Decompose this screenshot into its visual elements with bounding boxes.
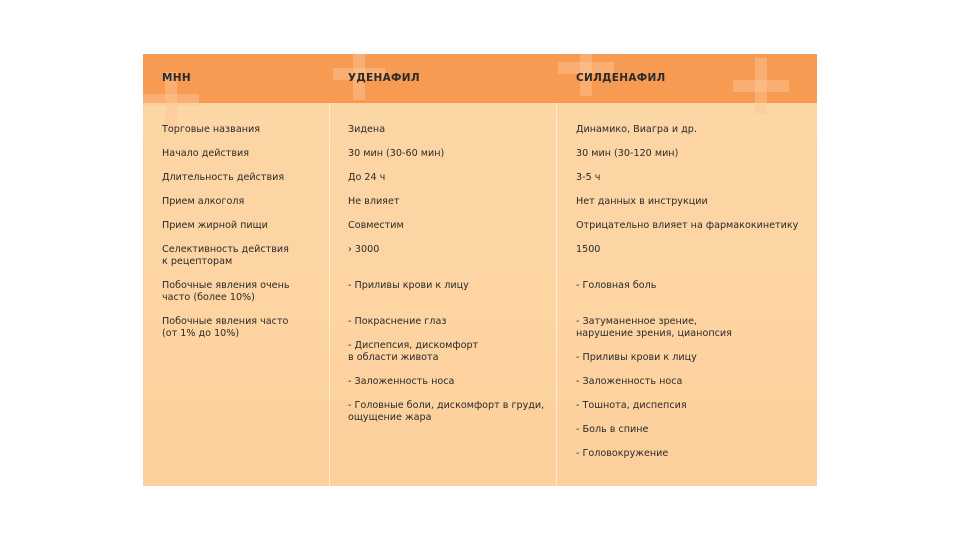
udenafil-common-effect: - Покраснение глаз (348, 316, 447, 327)
udenafil-duration: До 24 ч (348, 172, 386, 183)
udenafil-common-effect: - Заложенность носа (348, 376, 455, 387)
udenafil-trade-names: Зидена (348, 124, 386, 135)
comparison-table (143, 54, 817, 486)
udenafil-very-common-effect: - Приливы крови к лицу (348, 280, 469, 291)
sildenafil-very-common-effect: - Головная боль (576, 280, 657, 291)
udenafil-fatty-food: Совместим (348, 220, 404, 231)
header-mnn: МНН (162, 72, 191, 84)
plus-decoration-icon (733, 58, 789, 114)
sildenafil-fatty-food: Отрицательно влияет на фармакокинетику (576, 220, 799, 231)
header-sildenafil: СИЛДЕНАФИЛ (576, 72, 666, 84)
column-divider (556, 103, 557, 486)
sildenafil-alcohol: Нет данных в инструкции (576, 196, 708, 207)
column-divider (329, 103, 330, 486)
udenafil-common-effect: - Диспепсия, дискомфорт в области живота (348, 340, 479, 363)
udenafil-selectivity: › 3000 (348, 244, 380, 255)
row-label-alcohol: Прием алкоголя (162, 196, 245, 207)
sildenafil-common-effect: - Тошнота, диспепсия (576, 400, 687, 411)
sildenafil-common-effect: - Головокружение (576, 448, 669, 459)
sildenafil-trade-names: Динамико, Виагра и др. (576, 124, 697, 135)
row-label-duration: Длительность действия (162, 172, 285, 183)
sildenafil-duration: 3-5 ч (576, 172, 601, 183)
sildenafil-common-effect: - Заложенность носа (576, 376, 683, 387)
row-label-onset: Начало действия (162, 148, 249, 159)
row-label-selectivity: Селективность действия к рецепторам (162, 244, 289, 267)
sildenafil-common-effect: - Затуманенное зрение, нарушение зрения, цианопсия (576, 316, 732, 339)
udenafil-alcohol: Не влияет (348, 196, 400, 207)
udenafil-common-effect: - Головные боли, дискомфорт в груди, ощущение жара (348, 400, 545, 423)
header-udenafil: УДЕНАФИЛ (348, 72, 420, 84)
sildenafil-common-effect: - Боль в спине (576, 424, 649, 435)
udenafil-onset: 30 мин (30-60 мин) (348, 148, 445, 159)
row-label-very-common-effects: Побочные явления очень часто (более 10%) (162, 280, 290, 303)
row-label-common-effects: Побочные явления часто (от 1% до 10%) (162, 316, 289, 339)
table-header (143, 54, 817, 103)
row-label-fatty-food: Прием жирной пищи (162, 220, 268, 231)
sildenafil-selectivity: 1500 (576, 244, 601, 255)
sildenafil-common-effect: - Приливы крови к лицу (576, 352, 697, 363)
row-label-trade-names: Торговые названия (162, 124, 260, 135)
sildenafil-onset: 30 мин (30-120 мин) (576, 148, 679, 159)
